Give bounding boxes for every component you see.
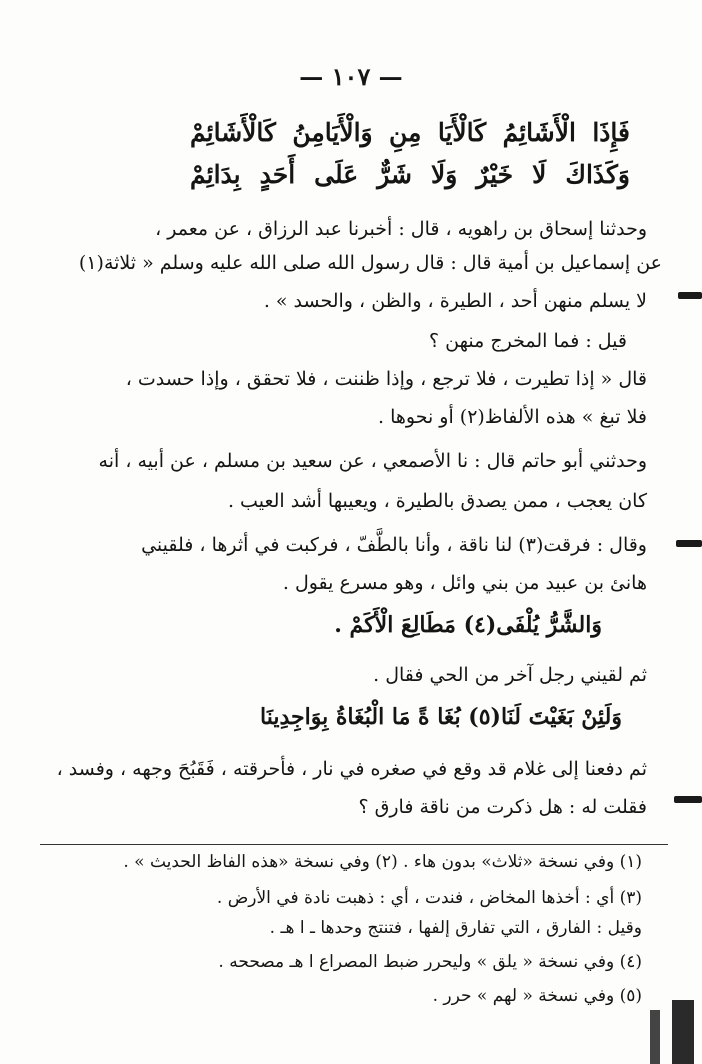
footnote-divider xyxy=(40,844,668,845)
poem-line: وَالشَّرُّ يُلْفَى(٤) مَطَالِعَ الْأَكَمْ . xyxy=(334,612,602,638)
body-line: ثم دفعنا إلى غلام قد وقع في صغره في نار ، فأحرقته ، فَقَبُحَ وجهه ، وفسد ، xyxy=(56,758,647,780)
body-line: وحدثنا إسحاق بن راهويه ، قال : أخبرنا عبد الرزاق ، عن معمر ، xyxy=(155,218,647,240)
body-line: كان يعجب ، ممن يصدق بالطيرة ، ويعيبها أشد العيب . xyxy=(227,490,647,512)
body-line: قيل : فما المخرج منهن ؟ xyxy=(429,330,627,352)
body-line: لا يسلم منهن أحد ، الطيرة ، والظن ، والحسد » . xyxy=(263,290,647,312)
body-line: ثم لقيني رجل آخر من الحي فقال . xyxy=(373,664,647,686)
body-line: هانئ بن عبيد من بني وائل ، وهو مسرع يقول . xyxy=(282,572,647,594)
scan-margin-mark xyxy=(676,540,702,547)
scan-binding-shadow xyxy=(672,1000,694,1064)
footnote-line: وقيل : الفارق ، التي تفارق إلفها ، فتنتج وحدها ـ ا هـ . xyxy=(269,918,642,938)
footnote-line: (٥) وفي نسخة « لهم » حرر . xyxy=(432,986,642,1006)
body-line: عن إسماعيل بن أمية قال : قال رسول الله صلى الله عليه وسلم « ثلاثة(١) xyxy=(78,252,662,274)
scan-binding-shadow xyxy=(650,1010,660,1064)
body-line: فقلت له : هل ذكرت من ناقة فارق ؟ xyxy=(358,796,647,818)
footnote-line: (٤) وفي نسخة « يلق » وليحرر ضبط المصراع ا هـ مصححه . xyxy=(218,952,642,972)
scan-margin-mark xyxy=(674,796,702,803)
footnote-line: (١) وفي نسخة «ثلاث» بدون هاء . (٢) وفي نسخة «هذه الفاظ الحديث » . xyxy=(123,852,642,872)
body-line: قال « إذا تطيرت ، فلا ترجع ، وإذا ظننت ، فلا تحقق ، وإذا حسدت ، xyxy=(125,368,647,390)
footnote-line: (٣) أي : أخذها المخاض ، فندت ، أي : ذهبت نادة في الأرض . xyxy=(216,888,642,908)
body-line: وقال : فرقت(٣) لنا ناقة ، وأنا بالطَّفّ ، فركبت في أثرها ، فلقيني xyxy=(141,534,647,556)
scan-margin-mark xyxy=(678,292,702,299)
verse-line-1: فَإِذَا الْأَشَائِمُ كَالْأَيَا مِنِ وَالْأَيَامِنُ كَالْأَشَائِمْ xyxy=(190,118,630,147)
poem-line: وَلَئِنْ بَغَيْتَ لَنَا(٥) بُغَا ةً مَا الْبُغَاةُ بِوَاجِدِينَا xyxy=(260,704,622,730)
verse-line-2: وَكَذَاكَ لَا خَيْرٌ وَلَا شَرٌّ عَلَى أَحَدٍ بِدَائِمْ xyxy=(190,160,630,189)
body-line: وحدثني أبو حاتم قال : نا الأصمعي ، عن سعيد بن مسلم ، عن أبيه ، أنه xyxy=(98,450,647,472)
body-line: فلا تبغ » هذه الألفاظ(٢) أو نحوها . xyxy=(378,406,647,428)
page-number: — ١٠٧ — xyxy=(299,62,403,91)
